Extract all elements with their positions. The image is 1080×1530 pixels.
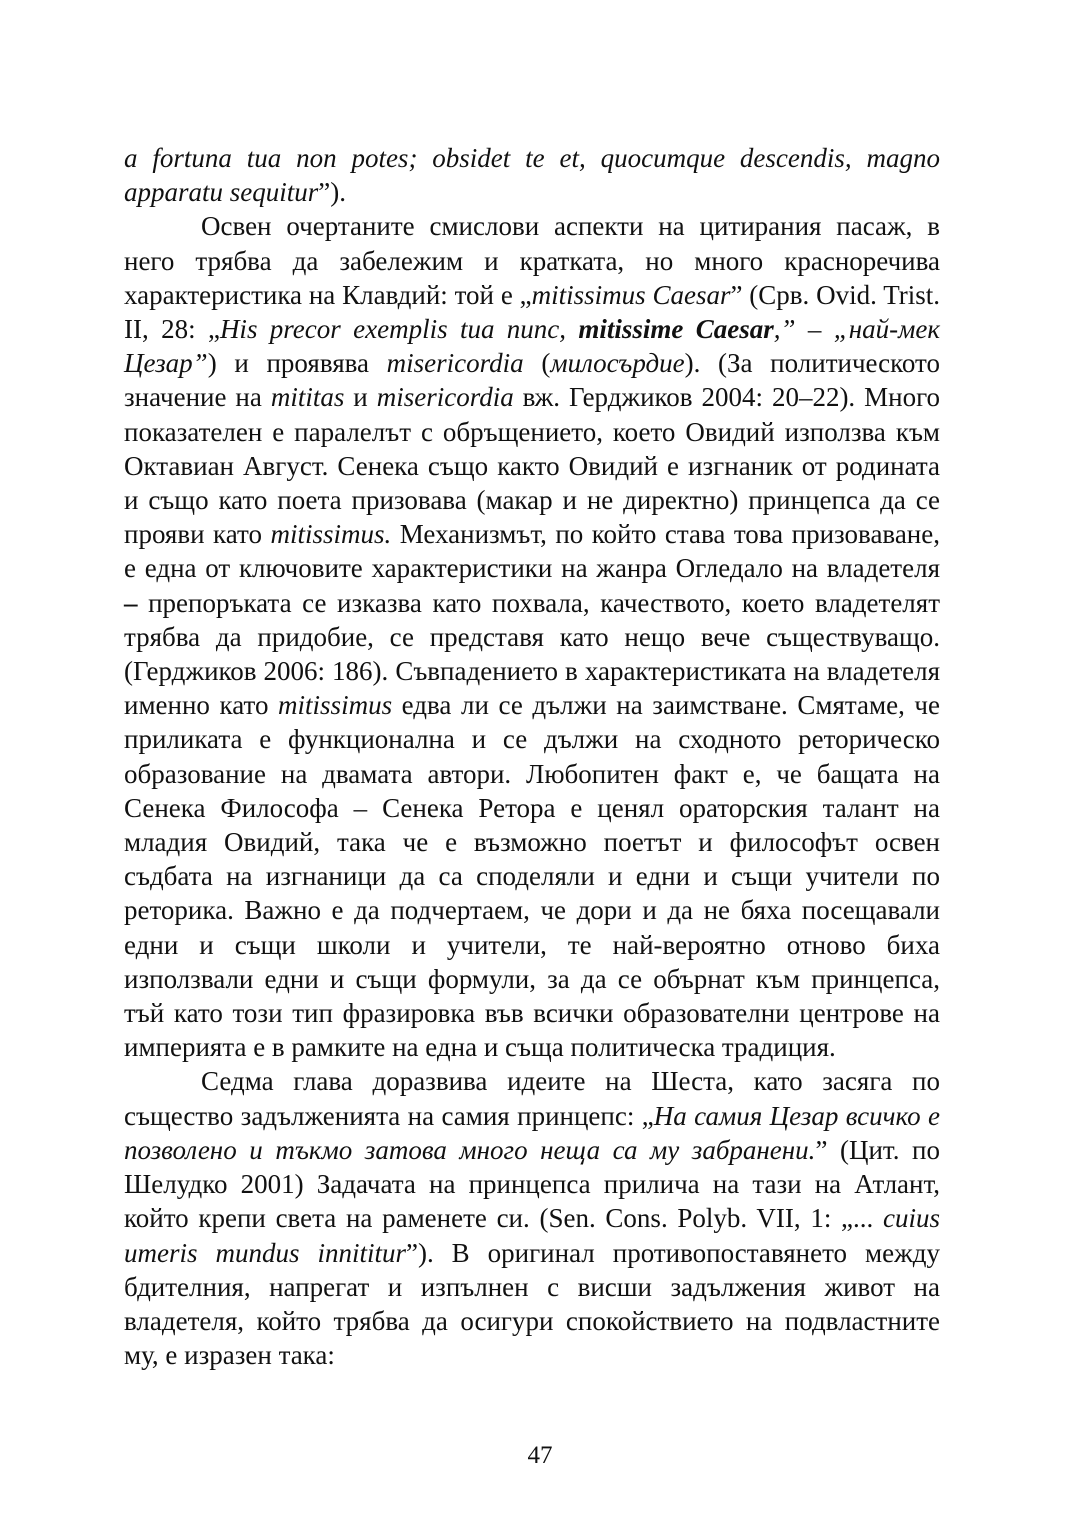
text-run: ) и проявява [207, 348, 387, 379]
latin-quote: cuius umeris mundus innititur [124, 1203, 940, 1268]
latin-term: mitissimus Caesar [531, 279, 731, 310]
paragraph-2 [124, 209, 940, 1064]
latin-quote-bold: mitissime Caesar [578, 314, 774, 345]
text-run: ” (Цит. по Шелудко 2001) Задачата на принцепса прилича на тази на Атлант, който крепи света на раменете си. (Sen. Cons. Polyb. VII, 1: „... [124, 1134, 940, 1234]
text-run: Освен очертаните смислови аспекти на цитирания пасаж, в него трябва да забележим и кратката, но много красноречива характеристика на Клавдий: той е „ [124, 211, 940, 310]
text-run: едва ли се дължи на заимстване. Смятаме, че приликата е функционална и се дължи на сходното реторическо образование на двамата автори. Любопитен факт е, че бащата на Сенека Философа – Сенека Ретора е ценял ораторския талант на младия Овидий, така че е възможно поетът и философът освен съдбата на изгнаници да са споделяли и едни и същи учители по реторика. Важно е да подчертаем, че дори и да не бяха посещавали едни и същи школи и учители, те най-вероятно отново биха използвали едни и същи формули, за да се обърнат към принцепса, тъй като този тип фразировка във всички образователни центрове на империята е в рамките на една и съща политическа традиция. [124, 690, 940, 1063]
translation-quote: ,” – „най-мек Цезар” [124, 314, 941, 379]
text-run: Механизмът, по който става това призоваване, е една от ключовите характеристики на жанра Огледало на владетеля [124, 519, 940, 584]
text-run: препоръката се изказва като похвала, качеството, което владетелят трябва да придобие, се представя като нещо вече съществуващо. (Герджиков 2006: 186). Съвпадението в характеристиката на владетеля именно като [124, 587, 940, 721]
page-number: 47 [527, 1442, 553, 1469]
latin-term: misericordia [386, 348, 524, 379]
text-run: ” (Срв. Ovid. Trist. II, 28: „ [124, 279, 940, 345]
text-run: ). (За политическото значение на [124, 348, 941, 413]
paragraph-3 [124, 1064, 940, 1372]
text-run: Седма глава доразвива идеите на Шеста, като засяга по същество задълженията на самия принцепс: „ [124, 1066, 940, 1131]
text-run: ”). В оригинал противопоставянето между бдителния, напрегат и изпълнен с висши задължения живот на владетеля, който трябва да осигури спокойствието на подвластните му, е изразен така: [124, 1237, 940, 1371]
latin-term: mitissimus [278, 690, 393, 721]
text-run: ”). [318, 177, 346, 208]
text-run: вж. Герджиков 2004: 20–22). Много показателен е паралелът с обръщението, което Овидий използва към Октавиан Август. Сенека също както Овидий е изгнаник от родината и също като поета призовава (макар и не директно) принцепса да се прояви като [124, 382, 941, 550]
latin-term: mitissimus. [270, 519, 392, 550]
paragraph-1 [124, 141, 940, 209]
page-text [124, 141, 940, 1372]
latin-term: mititas [270, 382, 345, 413]
latin-quote-end: a fortuna tua non potes; obsidet te et, quocumque descendis, magno apparatu sequitur [124, 143, 940, 208]
dash: – [124, 587, 138, 618]
text-run: и [344, 382, 377, 413]
text-run: ( [523, 348, 551, 379]
translation-quote: На самия Цезар всичко е позволено и тъкмо затова много неща са му забранени. [124, 1100, 940, 1165]
latin-term: misericordia [376, 382, 514, 413]
translation-term: милосърдие [550, 348, 685, 379]
latin-quote: His precor exemplis tua nunc, [219, 314, 579, 345]
